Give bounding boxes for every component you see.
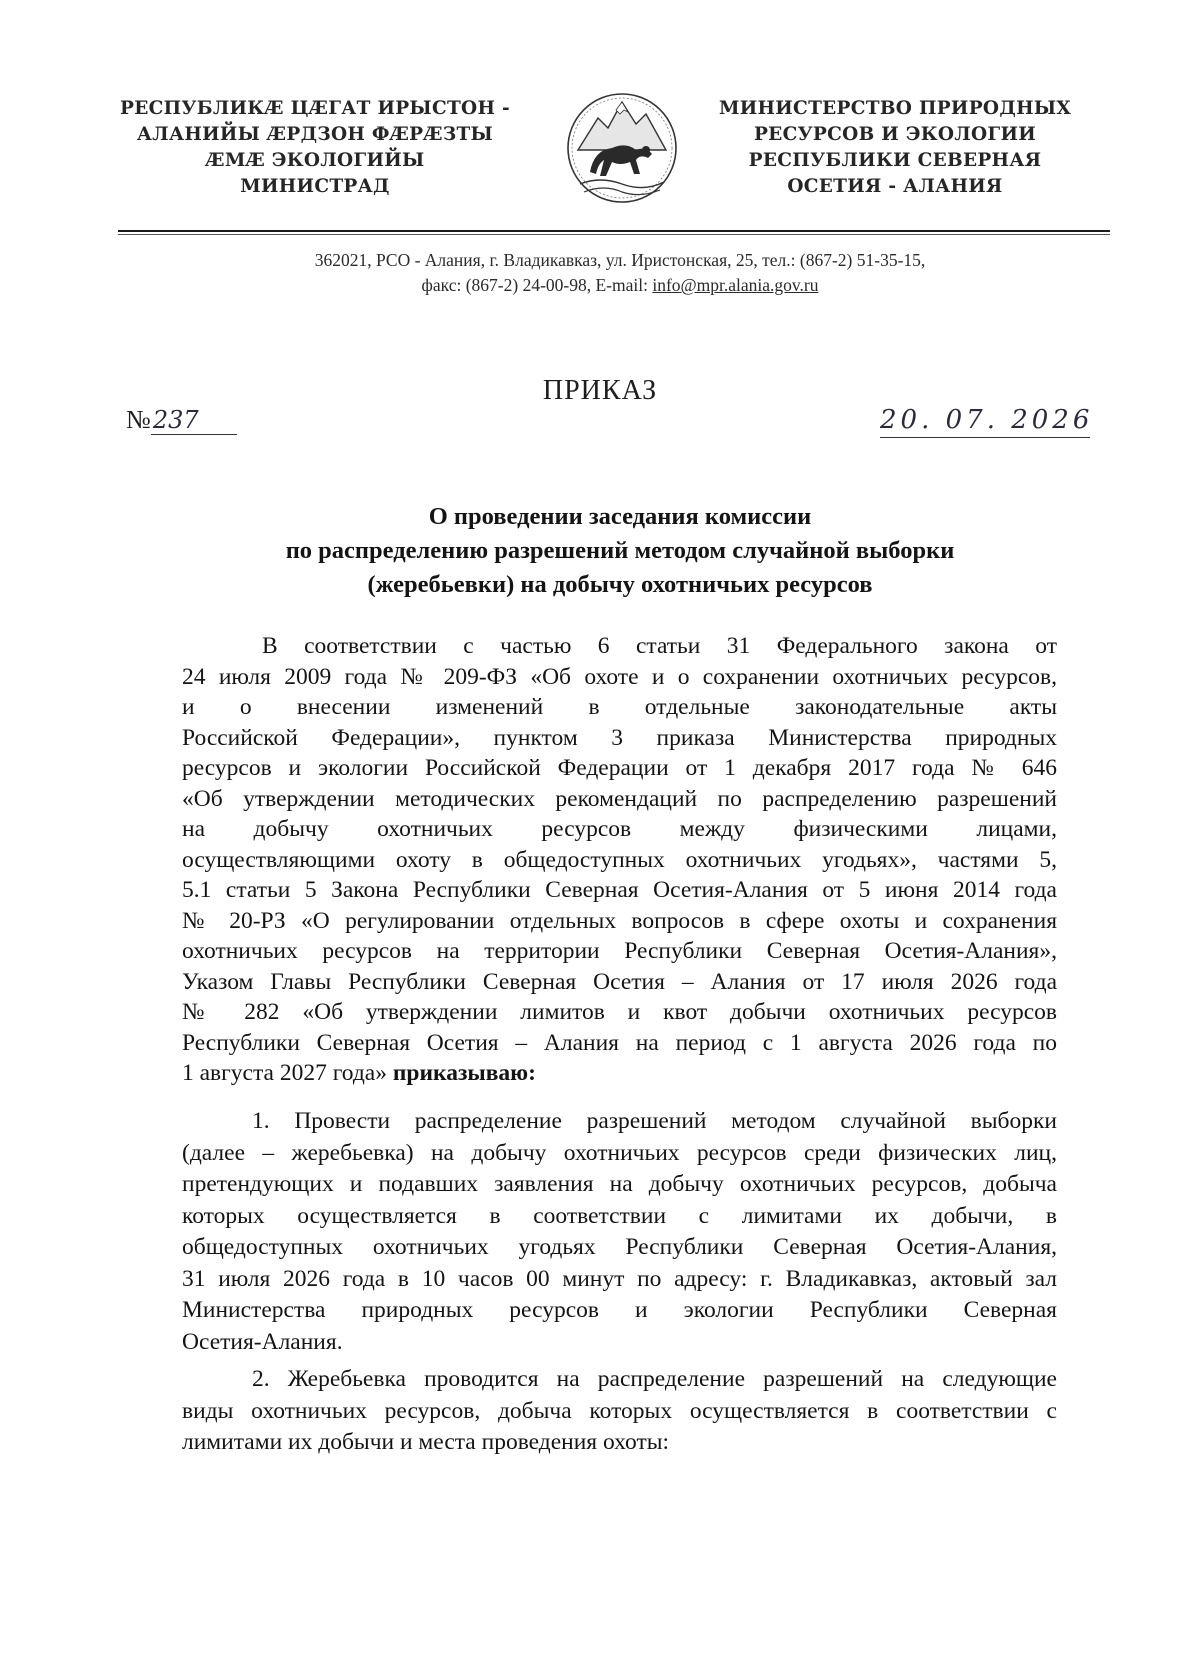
letterhead-ossetian <box>115 96 515 200</box>
preamble-line: ресурсов и экологии Российской Федерации от 1 декабря 2017 года № 646 <box>182 755 1057 781</box>
item-line: общедоступных охотничьих угодьях Республики Северная Осетия-Алания, <box>182 1234 1057 1260</box>
number-value-handwritten: 237 <box>151 406 237 435</box>
preamble-line: охотничьих ресурсов на территории Республики Северная Осетия-Алания», <box>182 938 1057 964</box>
item-line: Министерства природных ресурсов и экологии Республики Северная <box>182 1297 1057 1323</box>
order-item-1 <box>182 1106 1057 1358</box>
preamble-line: 5.1 статьи 5 Закона Республики Северная Осетия-Алания от 5 июня 2014 года <box>182 877 1057 903</box>
contact-address: 362021, РСО - Алания, г. Владикавказ, ул. Иристонская, 25, тел.: (867-2) 51-35-15, <box>314 250 926 270</box>
subject-line: О проведении заседания комиссии <box>428 503 812 530</box>
subject-line: по распределению разрешений методом случайной выборки <box>285 537 955 564</box>
letterhead-line: МИНИСТРАД <box>240 176 390 197</box>
item-line: лимитами их добычи и места проведения охоты: <box>182 1429 670 1455</box>
letterhead-divider-thin <box>118 234 1110 235</box>
preamble-line: «Об утверждении методических рекомендаций по распределению разрешений <box>182 785 1057 812</box>
item-line: 31 июля 2026 года в 10 часов 00 минут по адресу: г. Владикавказ, актовый зал <box>182 1265 1057 1292</box>
document-number <box>126 405 237 435</box>
letterhead-line: РЕСУРСОВ И ЭКОЛОГИИ <box>753 124 1037 145</box>
preamble-line: 1 августа 2027 года» <box>182 1060 393 1086</box>
letterhead-line: МИНИСТЕРСТВО ПРИРОДНЫХ <box>718 98 1072 119</box>
number-label: № <box>126 405 151 434</box>
item-line: претендующих и подавших заявления на добычу охотничьих ресурсов, добыча <box>182 1171 1057 1197</box>
preamble-last-line <box>182 1058 1057 1089</box>
item-line: виды охотничьих ресурсов, добыча которых осуществляется в соответствии с <box>182 1397 1057 1424</box>
preamble-line: и о внесении изменений в отдельные законодательные акты <box>182 694 1057 720</box>
letterhead-line: РЕСПУБЛИКИ СЕВЕРНАЯ <box>748 150 1042 171</box>
contact-fax: факс: (867-2) 24-00-98, E-mail: <box>421 275 653 295</box>
letterhead-line: ОСЕТИЯ - АЛАНИЯ <box>787 176 1003 197</box>
preamble-paragraph <box>182 631 1057 1089</box>
letterhead-russian <box>700 96 1090 200</box>
order-items <box>182 1106 1057 1459</box>
email-link[interactable]: info@mpr.alania.gov.ru <box>652 275 819 295</box>
item-line: которых осуществляется в соответствии с лимитами их добычи, в <box>182 1202 1057 1229</box>
letterhead-line: ӔМӔ ЭКОЛОГИЙЫ <box>205 150 425 171</box>
item-line: (далее – жеребьевка) на добычу охотничьих ресурсов среди физических лиц, <box>182 1139 1057 1166</box>
document-subject <box>180 500 1060 602</box>
letterhead-divider <box>118 230 1110 232</box>
coat-of-arms-icon <box>560 88 685 206</box>
document-type-title: ПРИКАЗ <box>542 375 658 406</box>
item-line: Осетия-Алания. <box>182 1328 343 1355</box>
preamble-line: 24 июля 2009 года № 209-ФЗ «Об охоте и о сохранении охотничьих ресурсов, <box>182 663 1057 690</box>
preamble-line: № 282 «Об утверждении лимитов и квот добычи охотничьих ресурсов <box>182 999 1057 1025</box>
preamble-line: на добычу охотничьих ресурсов между физическими лицами, <box>182 816 1057 842</box>
order-item-2 <box>182 1364 1057 1459</box>
document-date-handwritten: 20. 07. 2026 <box>880 405 1090 438</box>
subject-line: (жеребьевки) на добычу охотничьих ресурсов <box>367 571 873 598</box>
item-line: 2. Жеребьевка проводится на распределение разрешений на следующие <box>252 1366 1057 1392</box>
decree-word: приказываю: <box>392 1060 536 1086</box>
preamble-line: № 20-РЗ «О регулировании отдельных вопросов в сфере охоты и сохранения <box>182 907 1057 934</box>
preamble-line: осуществляющими охоту в общедоступных охотничьих угодьях», частями 5, <box>182 846 1057 873</box>
letterhead-line: АЛАНИЙЫ ӔРДЗОН ФӔРӔЗТЫ <box>136 124 494 145</box>
letterhead-line: РЕСПУБЛИКӔ ЦӔГАТ ИРЫСТОН - <box>120 98 510 119</box>
item-line: 1. Провести распределение разрешений методом случайной выборки <box>252 1108 1057 1134</box>
preamble-line: В соответствии с частью 6 статьи 31 Федерального закона от <box>262 633 1057 659</box>
preamble-line: Указом Главы Республики Северная Осетия – Алания от 17 июля 2026 года <box>182 968 1057 995</box>
preamble-line: Российской Федерации», пунктом 3 приказа Министерства природных <box>182 724 1057 751</box>
preamble-line: Республики Северная Осетия – Алания на период с 1 августа 2026 года по <box>182 1029 1057 1056</box>
contact-fax-email <box>130 275 1110 296</box>
